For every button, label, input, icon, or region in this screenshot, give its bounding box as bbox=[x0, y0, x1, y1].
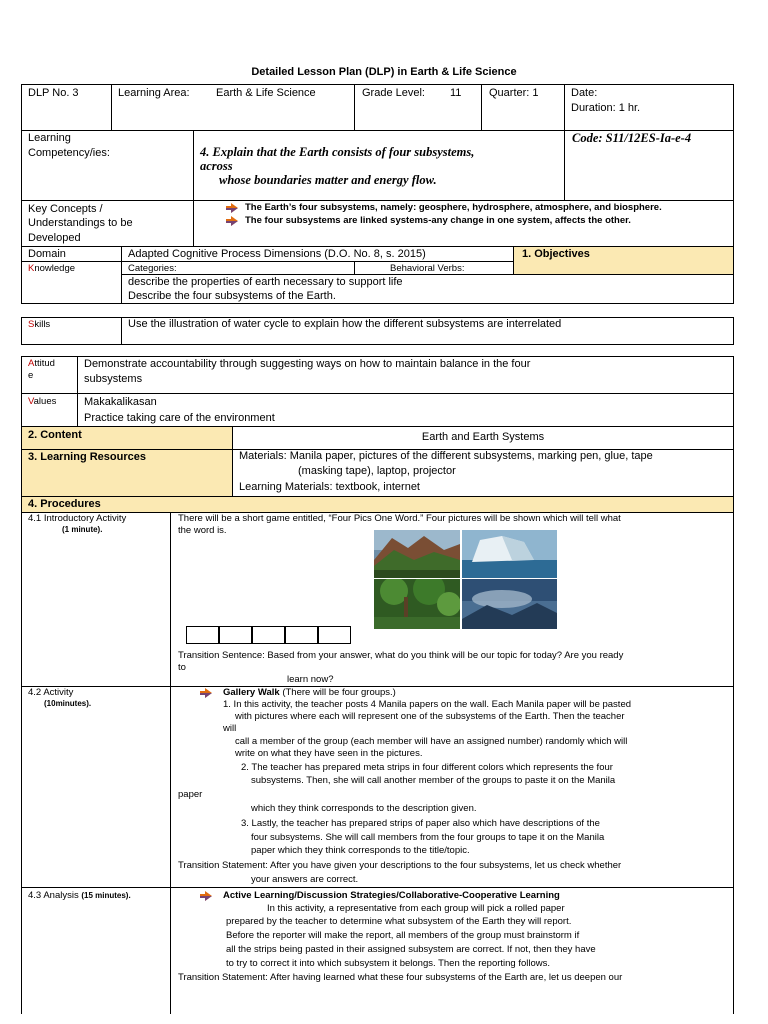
activity-line: paper which they think corresponds to the title/topic. bbox=[251, 845, 470, 856]
key-concepts-label-3: Developed bbox=[28, 232, 81, 244]
answer-box[interactable] bbox=[318, 626, 351, 644]
intro-transition-2: to bbox=[178, 662, 186, 673]
knowledge-objective-2: Describe the four subsystems of the Earth. bbox=[128, 290, 336, 302]
activity-line: which they think corresponds to the description given. bbox=[251, 803, 477, 814]
skills-objective: Use the illustration of water cycle to explain how the different subsystems are interrelated bbox=[128, 318, 562, 330]
activity-line: four subsystems. She will call members from the four groups to tape it on the Manila bbox=[251, 832, 605, 843]
activity-transition: your answers are correct. bbox=[251, 874, 359, 885]
content-value: Earth and Earth Systems bbox=[421, 431, 545, 443]
content-label: 2. Content bbox=[28, 429, 82, 441]
objectives-heading: 1. Objectives bbox=[522, 248, 590, 260]
activity-line: call a member of the group (each member will have an assigned number) randomly which will bbox=[235, 736, 628, 747]
answer-box[interactable] bbox=[186, 626, 219, 644]
analysis-line: In this activity, a representative from each group will pick a rolled paper bbox=[267, 903, 565, 914]
activity-line: 1. In this activity, the teacher posts 4 Manila papers on the wall. Each Manila paper will be pasted bbox=[223, 699, 632, 710]
key-concept-2: The four subsystems are linked systems-any change in one system, affects the other. bbox=[245, 215, 631, 226]
cognitive-dimensions: Adapted Cognitive Process Dimensions (D.O. No. 8, s. 2015) bbox=[128, 248, 426, 260]
arrow-bullet-icon bbox=[200, 891, 212, 901]
learning-area-value: Earth & Life Science bbox=[216, 87, 316, 99]
arrow-bullet-icon bbox=[226, 203, 238, 213]
activity-line: 2. The teacher has prepared meta strips in four different colors which represents the four bbox=[241, 762, 613, 773]
page-title: Detailed Lesson Plan (DLP) in Earth & Life Science bbox=[251, 66, 517, 78]
intro-line-1: There will be a short game entitled, “Four Pics One Word.” Four pictures will be shown which will tell what bbox=[178, 513, 621, 524]
activity-heading: Gallery Walk (There will be four groups.) bbox=[223, 687, 396, 698]
activity-line: will bbox=[223, 723, 237, 734]
intro-transition-1: Transition Sentence: Based from your answer, what do you think will be our topic for today? Are you ready bbox=[178, 650, 624, 661]
key-concepts-label-1: Key Concepts / bbox=[28, 203, 103, 215]
attitude-label-1: Attitud bbox=[28, 358, 55, 369]
analysis-heading: Active Learning/Discussion Strategies/Collaborative-Cooperative Learning bbox=[223, 890, 560, 901]
competency-label-1: Learning bbox=[28, 132, 71, 144]
activity-transition: Transition Statement: After you have given your descriptions to the four subsystems, let us check whether bbox=[178, 860, 622, 871]
iceberg-ocean-picture bbox=[462, 530, 557, 578]
intro-activity-time: (1 minute). bbox=[62, 525, 103, 534]
activity-title: 4.2 Activity bbox=[28, 687, 74, 698]
knowledge-objective-1: describe the properties of earth necessary to support life bbox=[128, 276, 403, 288]
grade-level-value: 11 bbox=[450, 87, 462, 99]
procedures-label: 4. Procedures bbox=[28, 498, 101, 510]
quarter: Quarter: 1 bbox=[489, 87, 539, 99]
activity-line: write on what they have seen in the pictures. bbox=[235, 748, 423, 759]
activity-time: (10minutes). bbox=[44, 699, 92, 708]
resources-label: 3. Learning Resources bbox=[28, 451, 146, 463]
analysis-transition: Transition Statement: After having learned what these four subsystems of the Earth are, let us deepen our bbox=[178, 972, 623, 983]
knowledge-label: Knowledge bbox=[28, 263, 76, 274]
sky-clouds-picture bbox=[462, 579, 557, 629]
values-label: Values bbox=[28, 396, 57, 407]
analysis-line: to try to correct it into which subsystem it belongs. Then the reporting follows. bbox=[226, 958, 551, 969]
dlp-number: DLP No. 3 bbox=[28, 87, 79, 99]
analysis-line: all the strips being pasted in their assigned subsystem are correct. If not, then they have bbox=[226, 944, 596, 955]
duration: Duration: 1 hr. bbox=[571, 102, 641, 114]
answer-box[interactable] bbox=[252, 626, 285, 644]
attitude-objective-1: Demonstrate accountability through suggesting ways on how to maintain balance in the four bbox=[84, 358, 531, 370]
activity-line: with pictures where each will represent one of the subsystems of the Earth. Then the teacher bbox=[235, 711, 625, 722]
resources-line-1: Materials: Manila paper, pictures of the different subsystems, marking pen, glue, tape bbox=[239, 450, 653, 462]
key-concepts-label-2: Understandings to be bbox=[28, 217, 133, 229]
competency-code: Code: S11/12ES-Ia-e-4 bbox=[572, 131, 692, 145]
behavioral-verbs-label: Behavioral Verbs: bbox=[390, 263, 465, 274]
arrow-bullet-icon bbox=[226, 216, 238, 226]
analysis-line: Before the reporter will make the report, all members of the group must brainstorm if bbox=[226, 930, 580, 941]
values-objective-2: Practice taking care of the environment bbox=[84, 412, 275, 424]
attitude-label-2: e bbox=[28, 370, 34, 381]
intro-transition-3: learn now? bbox=[287, 674, 334, 685]
arrow-bullet-icon bbox=[200, 688, 212, 698]
resources-line-3: Learning Materials: textbook, internet bbox=[239, 481, 420, 493]
learning-area-label: Learning Area: bbox=[118, 87, 190, 99]
grade-level-label: Grade Level: bbox=[362, 87, 425, 99]
domain-label: Domain bbox=[28, 248, 66, 260]
values-objective-1: Makakalikasan bbox=[84, 396, 157, 408]
activity-line: subsystems. Then, she will call another member of the groups to paste it on the Manila bbox=[251, 775, 616, 786]
analysis-line: prepared by the teacher to determine what subsystem of the Earth they will report. bbox=[226, 916, 572, 927]
attitude-objective-2: subsystems bbox=[84, 373, 143, 385]
activity-line: paper bbox=[178, 789, 203, 800]
activity-line: 3. Lastly, the teacher has prepared strips of paper also which have descriptions of the bbox=[241, 818, 600, 829]
intro-activity-title: 4.1 Introductory Activity bbox=[28, 513, 127, 524]
key-concept-1: The Earth’s four subsystems, namely: geosphere, hydrosphere, atmosphere, and biosphere. bbox=[245, 202, 662, 213]
competency-text-1: 4. Explain that the Earth consists of four subsystems, bbox=[200, 145, 475, 159]
categories-label: Categories: bbox=[128, 263, 177, 274]
analysis-title: 4.3 Analysis (15 minutes). bbox=[28, 890, 131, 901]
competency-text-3: whose boundaries matter and energy flow. bbox=[219, 173, 437, 187]
answer-box[interactable] bbox=[285, 626, 318, 644]
competency-label-2: Competency/ies: bbox=[28, 147, 110, 159]
forest-picture bbox=[374, 579, 460, 629]
intro-line-2: the word is. bbox=[178, 525, 227, 536]
competency-text-2: across bbox=[200, 159, 233, 173]
answer-box[interactable] bbox=[219, 626, 252, 644]
date-label: Date: bbox=[571, 87, 598, 99]
skills-label: Skills bbox=[28, 319, 51, 330]
volcano-mountain-picture bbox=[374, 530, 460, 578]
resources-line-2: (masking tape), laptop, projector bbox=[298, 465, 456, 477]
